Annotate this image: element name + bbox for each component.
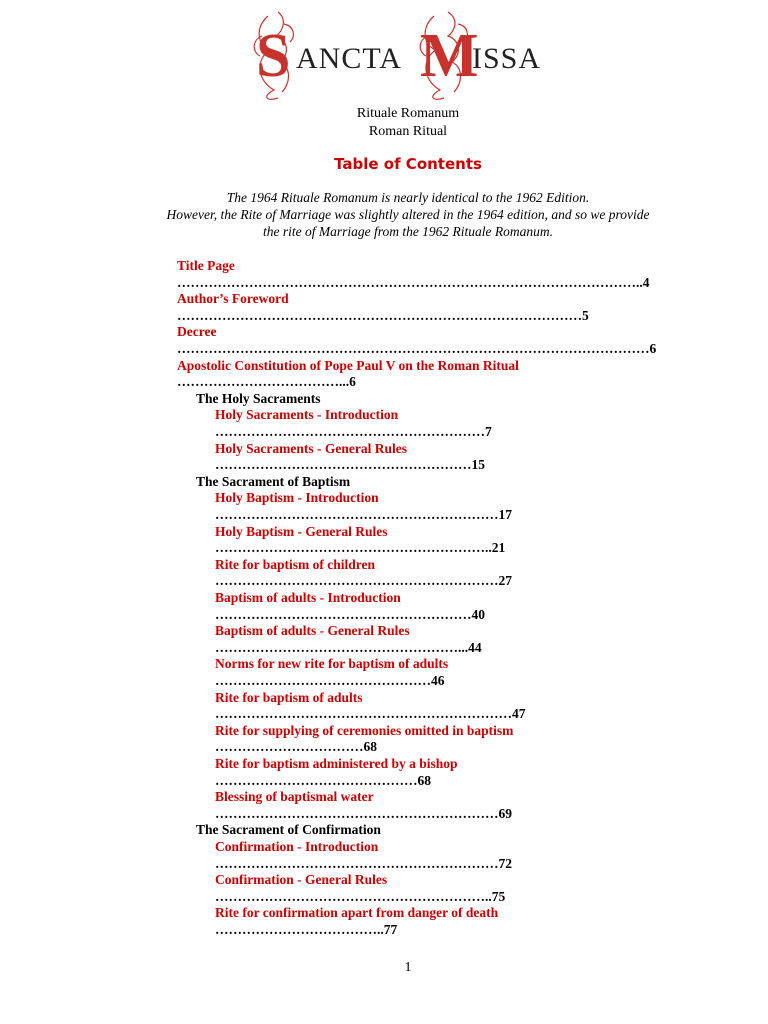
toc-entry-title[interactable]: Confirmation - General Rules	[215, 872, 388, 888]
toc-entry-title[interactable]: Author’s Foreword	[177, 291, 289, 307]
toc-entry-title[interactable]: Holy Baptism - General Rules	[215, 523, 388, 539]
intro-line: the rite of Marriage from the 1962 Rituale Romanum.	[262, 224, 554, 239]
toc-entry-leader: ………………………………………………………17	[215, 507, 512, 522]
toc-entry-leader: ……………………………68	[215, 739, 377, 755]
toc-entry-title[interactable]: Rite for supplying of ceremonies omitted in baptism	[215, 722, 514, 738]
toc-entry-leader: ……………………………………………………7	[215, 424, 492, 439]
toc-section-heading: The Sacrament of Baptism	[196, 473, 351, 489]
toc-entry-leader: ……………………………………………………..75	[215, 888, 506, 904]
toc-entry-title[interactable]: Apostolic Constitution of Pope Paul V on the Roman Ritual	[177, 357, 519, 373]
toc-section-heading: The Sacrament of Confirmation	[196, 822, 381, 838]
logo-text-ancta: ANCTA	[296, 42, 402, 75]
subtitle-english: Roman Ritual	[368, 124, 448, 139]
toc-entry-leader: …………………………………………………………47	[215, 706, 526, 722]
toc-entry-leader: ………………………………………………...44	[215, 639, 482, 655]
toc-entry-leader: …………………………………………………15	[215, 457, 485, 473]
toc-entry-title[interactable]: Decree	[177, 324, 217, 340]
toc-entry-leader: …………………………………………………40	[215, 606, 485, 622]
page-number: 1	[404, 960, 412, 975]
toc-entry-leader: …………………………………………………………………………………………..4	[177, 274, 650, 290]
toc-entry-leader: ………………………………...6	[177, 374, 356, 390]
toc-entry-leader: ……………………………………………………..21	[215, 540, 506, 556]
logo-initial-s: S	[256, 22, 291, 90]
toc-entry-leader: ………………………………………………………69	[215, 805, 512, 821]
toc-entry-title[interactable]: Baptism of adults - Introduction	[215, 590, 401, 605]
toc-entry-title[interactable]: Rite for baptism administered by a bishop	[215, 756, 458, 771]
logo-initial-m: M	[420, 22, 479, 90]
toc-entry-title[interactable]: Holy Sacraments - General Rules	[215, 440, 407, 456]
toc-entry-title[interactable]: Baptism of adults - General Rules	[215, 623, 410, 639]
toc-section-heading: The Holy Sacraments	[196, 390, 321, 406]
toc-entry-leader: ………………………………………………………………………………5	[177, 307, 589, 323]
toc-heading: Table of Contents	[334, 155, 482, 173]
toc-entry-leader: …………………………………………46	[215, 673, 445, 688]
toc-entry-title[interactable]: Blessing of baptismal water	[215, 789, 374, 805]
toc-entry-title[interactable]: Title Page	[177, 258, 235, 273]
toc-entry-title[interactable]: Confirmation - Introduction	[215, 839, 379, 854]
intro-line: However, the Rite of Marriage was slightly altered in the 1964 edition, and so we provide	[166, 207, 650, 222]
toc-entry-title[interactable]: Holy Sacraments - Introduction	[215, 407, 399, 423]
toc-entry-title[interactable]: Holy Baptism - Introduction	[215, 490, 379, 506]
toc-entry-leader: ……………………………………………………………………………………………6	[177, 341, 657, 356]
toc-entry-leader: ………………………………..77	[215, 922, 398, 937]
toc-entry-leader: ………………………………………68	[215, 772, 431, 788]
logo-text-issa: ISSA	[472, 42, 542, 75]
toc-entry-title[interactable]: Rite for baptism of children	[215, 556, 375, 572]
toc-entry-title[interactable]: Rite for baptism of adults	[215, 689, 363, 705]
toc-entry-leader: ………………………………………………………72	[215, 855, 512, 871]
toc-entry-leader: ………………………………………………………27	[215, 573, 512, 589]
intro-line: The 1964 Rituale Romanum is nearly identical to the 1962 Edition.	[226, 190, 590, 205]
toc-entry-title[interactable]: Norms for new rite for baptism of adults	[215, 656, 449, 672]
subtitle-latin: Rituale Romanum	[356, 106, 460, 121]
toc-entry-title[interactable]: Rite for confirmation apart from danger of death	[215, 905, 499, 921]
